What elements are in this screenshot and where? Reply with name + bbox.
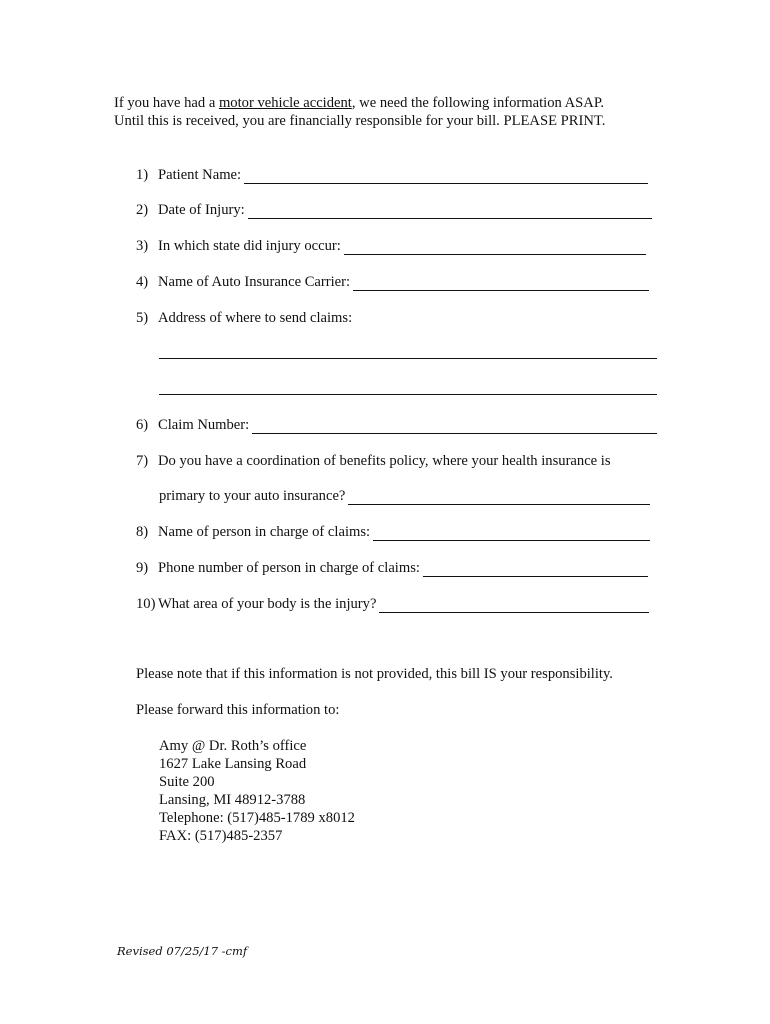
- question-number: 10): [136, 596, 156, 612]
- question-number: 7): [136, 453, 149, 469]
- intro-line-1: [114, 94, 604, 112]
- intro-prefix: If you have had a: [114, 95, 219, 111]
- claims-contact-phone-field[interactable]: [423, 562, 648, 577]
- question-claims-contact-phone: [136, 559, 648, 577]
- question-number: 2): [136, 202, 149, 218]
- coordination-of-benefits-field[interactable]: [348, 490, 650, 505]
- question-label-continued: primary to your auto insurance?: [159, 488, 346, 504]
- question-label: In which state did injury occur:: [158, 238, 341, 254]
- intro-line-2: Until this is received, you are financially responsible for your bill. PLEASE PRINT.: [114, 113, 606, 129]
- intro-suffix: , we need the following information ASAP.: [351, 95, 604, 111]
- question-number: 6): [136, 417, 149, 433]
- question-claims-address: [136, 309, 656, 327]
- question-label: Claim Number:: [158, 417, 250, 433]
- address-line-2: 1627 Lake Lansing Road: [159, 756, 307, 772]
- question-injury-state: [136, 237, 646, 255]
- question-label: Name of person in charge of claims:: [158, 524, 371, 540]
- question-label: Do you have a coordination of benefits policy, where your health insurance is: [158, 453, 611, 469]
- address-telephone: Telephone: (517)485-1789 x8012: [159, 810, 355, 826]
- patient-name-field[interactable]: [244, 169, 648, 184]
- question-coordination-of-benefits: [136, 452, 656, 470]
- question-coordination-of-benefits-continued: [159, 487, 650, 505]
- question-label: Date of Injury:: [158, 202, 245, 218]
- insurance-carrier-field[interactable]: [353, 276, 649, 291]
- question-date-of-injury: [136, 201, 652, 219]
- responsibility-note: Please note that if this information is not provided, this bill IS your responsibility.: [136, 666, 613, 682]
- address-line-3: Suite 200: [159, 774, 215, 790]
- question-label: Name of Auto Insurance Carrier:: [158, 274, 351, 290]
- claim-number-field[interactable]: [252, 419, 657, 434]
- address-fax: FAX: (517)485-2357: [159, 828, 283, 844]
- question-number: 4): [136, 274, 149, 290]
- question-label: Phone number of person in charge of claims:: [158, 560, 420, 576]
- claims-address-line-2-field[interactable]: [159, 394, 657, 395]
- question-insurance-carrier: [136, 273, 649, 291]
- question-label: Address of where to send claims:: [158, 310, 353, 326]
- question-patient-name: [136, 166, 648, 184]
- question-label: What area of your body is the injury?: [158, 596, 377, 612]
- question-label: Patient Name:: [158, 167, 242, 183]
- question-number: 9): [136, 560, 149, 576]
- question-number: 1): [136, 167, 149, 183]
- revised-date: Revised 07/25/17 -cmf: [117, 944, 248, 958]
- motor-vehicle-accident-text: motor vehicle accident: [218, 95, 352, 111]
- claims-contact-name-field[interactable]: [373, 526, 650, 541]
- date-of-injury-field[interactable]: [248, 204, 652, 219]
- injury-area-field[interactable]: [379, 598, 649, 613]
- address-line-1: Amy @ Dr. Roth’s office: [159, 738, 307, 754]
- question-number: 3): [136, 238, 149, 254]
- question-number: 8): [136, 524, 149, 540]
- injury-state-field[interactable]: [344, 240, 646, 255]
- question-number: 5): [136, 310, 149, 326]
- question-claim-number: [136, 416, 657, 434]
- question-injury-area: [136, 595, 649, 613]
- question-claims-contact-name: [136, 523, 650, 541]
- address-line-4: Lansing, MI 48912-3788: [159, 792, 306, 808]
- claims-address-line-1-field[interactable]: [159, 358, 657, 359]
- forward-note: Please forward this information to:: [136, 702, 340, 718]
